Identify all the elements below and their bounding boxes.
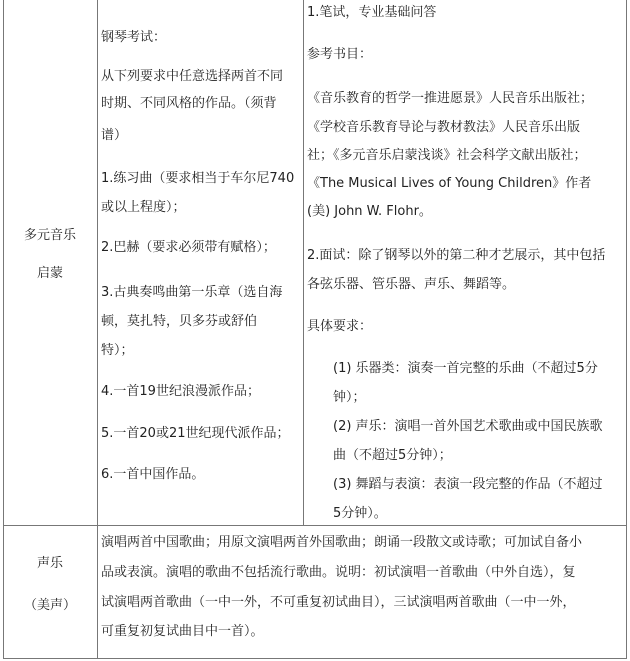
- piano-intro-line1: 从下列要求中任意选择两首不同: [101, 69, 284, 84]
- reference-title: 参考书目：: [307, 47, 373, 62]
- requirements-table: [3, 0, 627, 659]
- column-divider-2: [303, 0, 304, 526]
- piano-item2: 2.巴赫（要求必须带有赋格）；: [101, 240, 276, 255]
- interview-line1: 2.面试：除了钢琴以外的第二种才艺展示，其中包括: [307, 248, 606, 263]
- requirement3-line1: (3) 舞蹈与表演：表演一段完整的作品（不超过: [333, 477, 603, 492]
- piano-item1-line2: 或以上程度）；: [101, 200, 186, 215]
- reference-line3: 社；《多元音乐启蒙浅谈》社会科学文献出版社；: [307, 148, 587, 163]
- vocal-text-line2: 品或表演。演唱的歌曲不包括流行歌曲。说明：初试演唱一首歌曲（中外自选），复: [101, 565, 576, 580]
- table-border-right: [626, 0, 627, 659]
- vocal-label-line2: （美声）: [23, 598, 76, 613]
- piano-exam-cell: [101, 0, 301, 525]
- piano-item5: 5.一首20或21世纪现代派作品；: [101, 426, 290, 441]
- reference-line2: 《学校音乐教育导论与教材教法》人民音乐出版: [307, 120, 581, 135]
- column-divider-1: [97, 0, 98, 659]
- vocal-text-line1: 演唱两首中国歌曲；用原文演唱两首外国歌曲；朗诵一段散文或诗歌；可加试自备小: [101, 535, 583, 550]
- piano-item1-line1: 1.练习曲（要求相当于车尔尼740: [101, 171, 295, 186]
- requirement3-line2: 5分钟）。: [333, 506, 387, 521]
- category-label-line2: 启蒙: [36, 266, 63, 281]
- requirement1-line1: (1) 乐器类：演奏一首完整的乐曲（不超过5分: [333, 361, 598, 376]
- piano-item4: 4.一首19世纪浪漫派作品；: [101, 384, 260, 399]
- category-cell-music-enlightenment: [3, 0, 97, 525]
- reference-line4: 《The Musical Lives of Young Children》作者: [307, 176, 592, 191]
- piano-intro-line3: 谱）: [101, 128, 128, 143]
- category-cell-vocal: [3, 526, 97, 658]
- piano-item3-line3: 特）；: [101, 343, 134, 358]
- vocal-label-line1: 声乐: [36, 556, 63, 571]
- written-exam: 1.笔试，专业基础问答: [307, 5, 437, 20]
- requirement2-line2: 曲（不超过5分钟）；: [333, 448, 452, 463]
- reference-line5: (美) John W. Flohr。: [307, 204, 432, 219]
- table-border-bottom: [3, 658, 627, 659]
- piano-title: 钢琴考试：: [101, 30, 167, 45]
- piano-item3-line2: 顿，莫扎特，贝多芬或舒伯: [101, 314, 258, 329]
- piano-item6: 6.一首中国作品。: [101, 467, 205, 482]
- written-interview-cell: [307, 0, 625, 525]
- reference-line1: 《音乐教育的哲学一推进愿景》人民音乐出版社；: [307, 91, 594, 106]
- requirement1-line2: 钟）；: [333, 390, 366, 405]
- requirements-title: 具体要求：: [307, 319, 373, 334]
- piano-intro-line2: 时期、不同风格的作品。（须背: [101, 96, 277, 111]
- vocal-text-line3: 试演唱两首歌曲（一中一外，不可重复初试曲目），三试演唱两首歌曲（一中一外，: [101, 595, 576, 610]
- category-label-line1: 多元音乐: [23, 228, 76, 243]
- piano-item3-line1: 3.古典奏鸣曲第一乐章（选自海: [101, 285, 283, 300]
- requirement2-line1: (2) 声乐：演唱一首外国艺术歌曲或中国民族歌: [333, 419, 603, 434]
- vocal-text-line4: 可重复初复试曲目中一首）。: [101, 624, 264, 639]
- vocal-requirements-cell: [101, 526, 625, 658]
- interview-line2: 各弦乐器、管乐器、声乐、舞蹈等。: [307, 277, 516, 292]
